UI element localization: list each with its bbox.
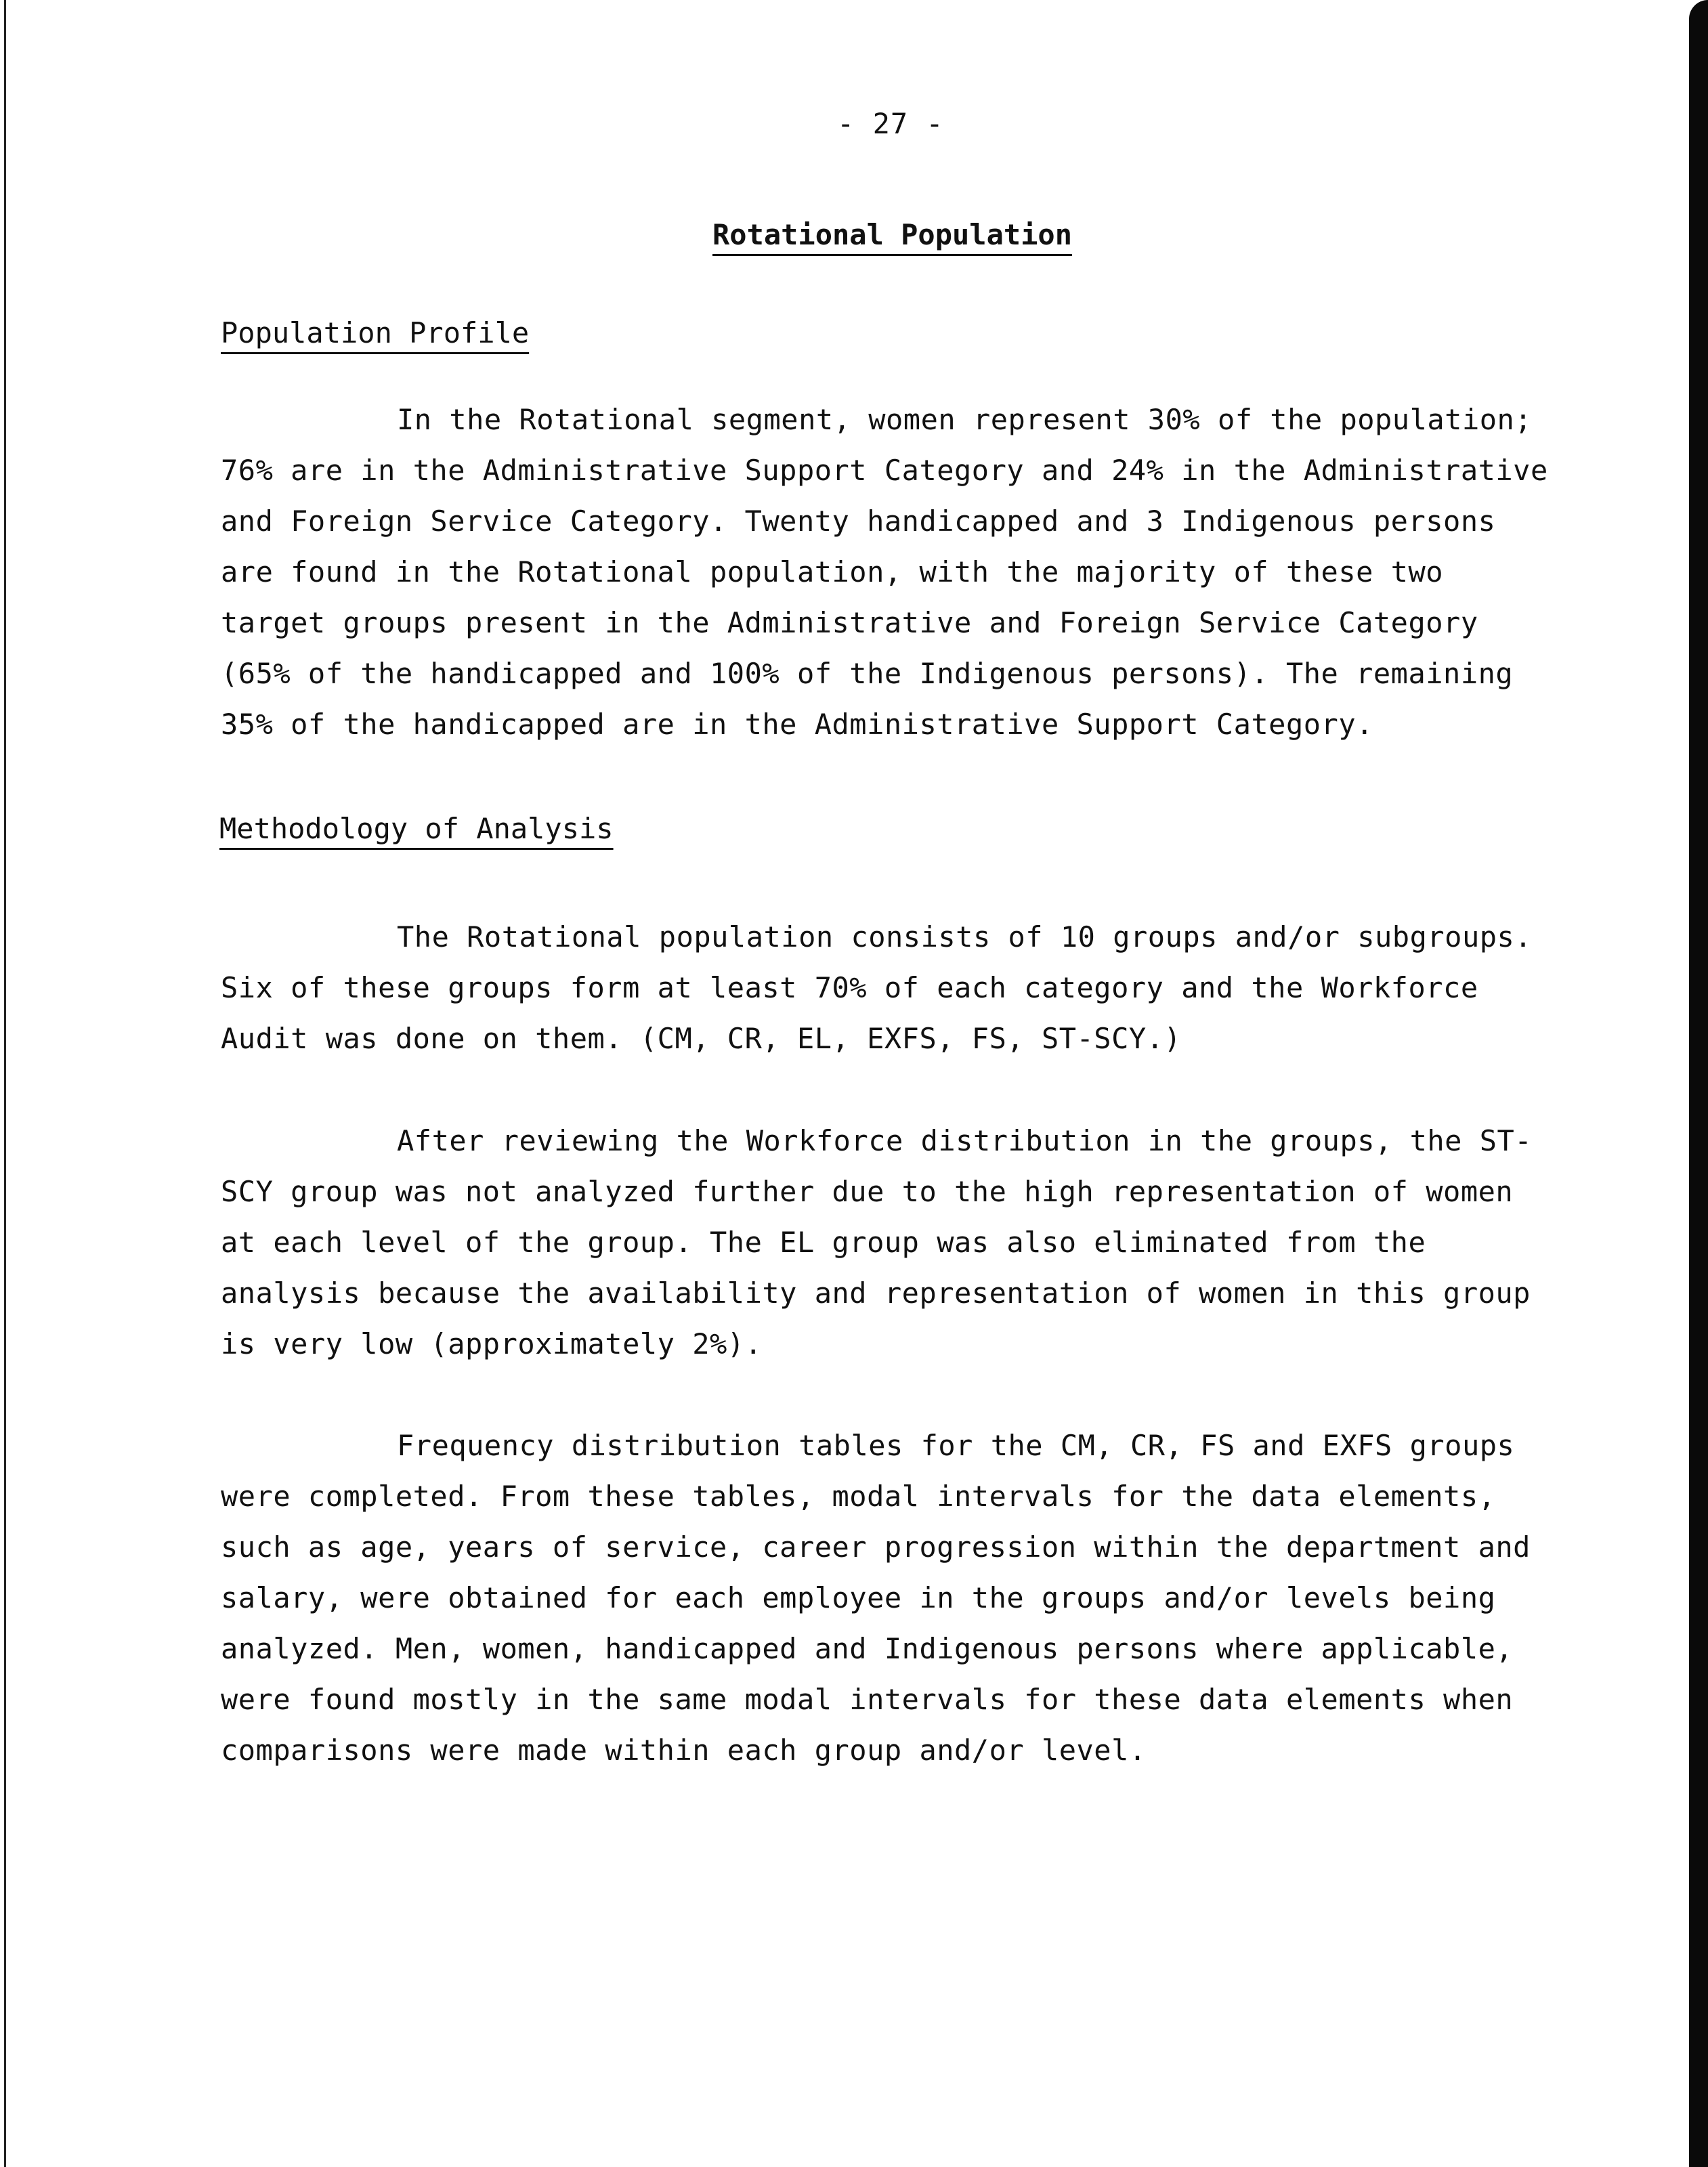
- paragraph-text: After reviewing the Workforce distribution in the groups, the ST-SCY group was not analyzed further due to the high representation of women at each level of the group. The EL group was also eliminated from the analysis because the availability and representation of women in this group is very low (approximately 2%).: [221, 1124, 1533, 1360]
- paragraph-text: The Rotational population consists of 10 groups and/or subgroups. Six of these groups form at least 70% of each category and the Workforce Audit was done on them. (CM, CR, EL, EXFS, FS, ST-SCY.): [221, 920, 1533, 1055]
- scan-left-edge: [4, 0, 6, 2167]
- page-number: - 27 -: [837, 107, 944, 140]
- paragraph-text: Frequency distribution tables for the CM, CR, FS and EXFS groups were completed. From these tables, modal intervals for the data elements, such as age, years of service, career progression within the department and salary, were obtained for each employee in the groups and/or levels being analyzed. Men, women, handicapped and Indigenous persons where applicable, were found mostly in the same modal intervals for these data elements when comparisons were made within each group and/or level.: [221, 1429, 1531, 1767]
- paragraph-methodology-2: [221, 1115, 1548, 1369]
- paragraph-text: In the Rotational segment, women represent 30% of the population; 76% are in the Administrative Support Category and 24% in the Administrative and Foreign Service Category. Twenty handicapped and 3 Indigenous persons are found in the Rotational population, with the majority of these two target groups present in the Administrative and Foreign Service Category (65% of the handicapped and 100% of the Indigenous persons). The remaining 35% of the handicapped are in the Administrative Support Category.: [221, 403, 1548, 741]
- page-title: Rotational Population: [712, 218, 1073, 251]
- paragraph-methodology-3: [221, 1420, 1548, 1776]
- paragraph-methodology-1: [221, 911, 1548, 1064]
- paragraph-population-profile: [221, 394, 1548, 750]
- section-heading-methodology: Methodology of Analysis: [219, 812, 614, 845]
- section-heading-population-profile: Population Profile: [221, 316, 530, 349]
- scan-right-edge: [1689, 0, 1708, 2167]
